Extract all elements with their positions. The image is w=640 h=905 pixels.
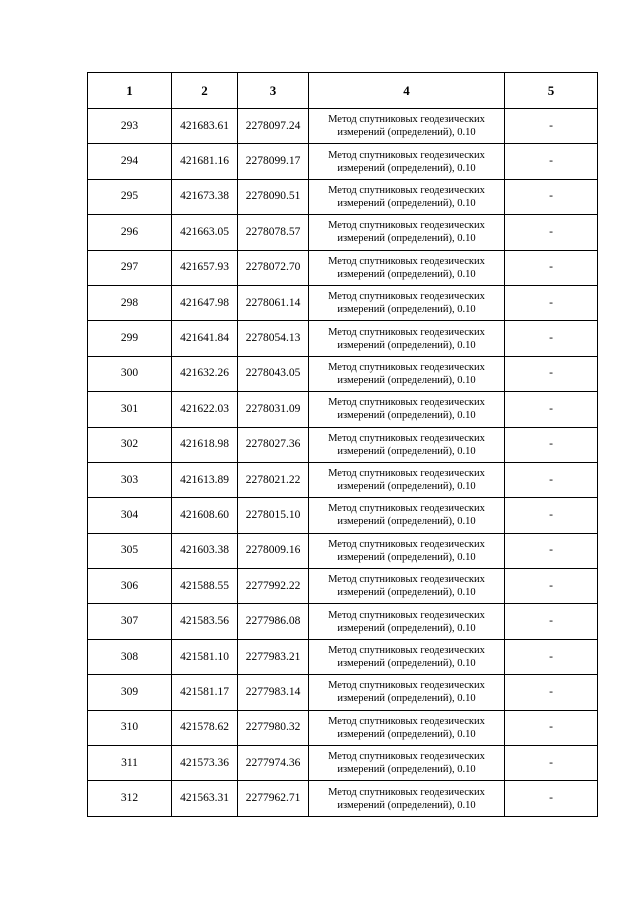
method-cell: Метод спутниковых геодезических измерений (определений), 0.10 bbox=[309, 356, 505, 391]
method-cell: Метод спутниковых геодезических измерений (определений), 0.10 bbox=[309, 746, 505, 781]
method-cell: Метод спутниковых геодезических измерений (определений), 0.10 bbox=[309, 569, 505, 604]
table-row bbox=[88, 462, 598, 497]
table-row bbox=[88, 356, 598, 391]
coord-y-cell: 2278031.09 bbox=[238, 392, 309, 427]
point-number-cell: 308 bbox=[88, 639, 172, 674]
coord-y-cell: 2278027.36 bbox=[238, 427, 309, 462]
note-cell: - bbox=[505, 498, 598, 533]
note-cell: - bbox=[505, 675, 598, 710]
coord-x-cell: 421578.62 bbox=[172, 710, 238, 745]
table-row bbox=[88, 604, 598, 639]
note-cell: - bbox=[505, 710, 598, 745]
header-col-3: 3 bbox=[238, 73, 309, 109]
coord-x-cell: 421613.89 bbox=[172, 462, 238, 497]
header-col-1: 1 bbox=[88, 73, 172, 109]
point-number-cell: 306 bbox=[88, 569, 172, 604]
table-body bbox=[88, 109, 598, 817]
point-number-cell: 309 bbox=[88, 675, 172, 710]
note-cell: - bbox=[505, 109, 598, 144]
method-cell: Метод спутниковых геодезических измерений (определений), 0.10 bbox=[309, 639, 505, 674]
coord-x-cell: 421663.05 bbox=[172, 215, 238, 250]
table-row bbox=[88, 639, 598, 674]
method-cell: Метод спутниковых геодезических измерений (определений), 0.10 bbox=[309, 781, 505, 816]
table-row bbox=[88, 179, 598, 214]
point-number-cell: 300 bbox=[88, 356, 172, 391]
coord-x-cell: 421622.03 bbox=[172, 392, 238, 427]
coord-x-cell: 421657.93 bbox=[172, 250, 238, 285]
method-cell: Метод спутниковых геодезических измерений (определений), 0.10 bbox=[309, 250, 505, 285]
coord-y-cell: 2278090.51 bbox=[238, 179, 309, 214]
table-row bbox=[88, 746, 598, 781]
coord-x-cell: 421681.16 bbox=[172, 144, 238, 179]
table-row bbox=[88, 427, 598, 462]
coord-x-cell: 421603.38 bbox=[172, 533, 238, 568]
method-cell: Метод спутниковых геодезических измерений (определений), 0.10 bbox=[309, 675, 505, 710]
point-number-cell: 302 bbox=[88, 427, 172, 462]
point-number-cell: 295 bbox=[88, 179, 172, 214]
note-cell: - bbox=[505, 533, 598, 568]
table-row bbox=[88, 392, 598, 427]
method-cell: Метод спутниковых геодезических измерений (определений), 0.10 bbox=[309, 392, 505, 427]
point-number-cell: 298 bbox=[88, 285, 172, 320]
coord-x-cell: 421618.98 bbox=[172, 427, 238, 462]
coord-y-cell: 2278015.10 bbox=[238, 498, 309, 533]
point-number-cell: 312 bbox=[88, 781, 172, 816]
table-row bbox=[88, 285, 598, 320]
note-cell: - bbox=[505, 639, 598, 674]
point-number-cell: 297 bbox=[88, 250, 172, 285]
table-header bbox=[88, 73, 598, 109]
coord-x-cell: 421573.36 bbox=[172, 746, 238, 781]
coord-y-cell: 2277974.36 bbox=[238, 746, 309, 781]
coord-x-cell: 421673.38 bbox=[172, 179, 238, 214]
table-row bbox=[88, 533, 598, 568]
note-cell: - bbox=[505, 781, 598, 816]
coord-y-cell: 2278072.70 bbox=[238, 250, 309, 285]
table-row bbox=[88, 321, 598, 356]
table-row bbox=[88, 710, 598, 745]
note-cell: - bbox=[505, 604, 598, 639]
point-number-cell: 296 bbox=[88, 215, 172, 250]
coord-y-cell: 2278078.57 bbox=[238, 215, 309, 250]
point-number-cell: 299 bbox=[88, 321, 172, 356]
coord-y-cell: 2278097.24 bbox=[238, 109, 309, 144]
point-number-cell: 304 bbox=[88, 498, 172, 533]
coord-x-cell: 421632.26 bbox=[172, 356, 238, 391]
method-cell: Метод спутниковых геодезических измерений (определений), 0.10 bbox=[309, 285, 505, 320]
coord-x-cell: 421641.84 bbox=[172, 321, 238, 356]
table-row bbox=[88, 250, 598, 285]
note-cell: - bbox=[505, 321, 598, 356]
point-number-cell: 293 bbox=[88, 109, 172, 144]
note-cell: - bbox=[505, 356, 598, 391]
coord-y-cell: 2277962.71 bbox=[238, 781, 309, 816]
point-number-cell: 307 bbox=[88, 604, 172, 639]
coord-y-cell: 2277980.32 bbox=[238, 710, 309, 745]
method-cell: Метод спутниковых геодезических измерений (определений), 0.10 bbox=[309, 427, 505, 462]
coord-x-cell: 421581.17 bbox=[172, 675, 238, 710]
note-cell: - bbox=[505, 392, 598, 427]
table-row bbox=[88, 675, 598, 710]
point-number-cell: 310 bbox=[88, 710, 172, 745]
header-col-4: 4 bbox=[309, 73, 505, 109]
method-cell: Метод спутниковых геодезических измерений (определений), 0.10 bbox=[309, 533, 505, 568]
coord-y-cell: 2277992.22 bbox=[238, 569, 309, 604]
method-cell: Метод спутниковых геодезических измерений (определений), 0.10 bbox=[309, 462, 505, 497]
coord-y-cell: 2277983.21 bbox=[238, 639, 309, 674]
coord-y-cell: 2278054.13 bbox=[238, 321, 309, 356]
coord-y-cell: 2278061.14 bbox=[238, 285, 309, 320]
header-col-5: 5 bbox=[505, 73, 598, 109]
coord-x-cell: 421583.56 bbox=[172, 604, 238, 639]
point-number-cell: 305 bbox=[88, 533, 172, 568]
method-cell: Метод спутниковых геодезических измерений (определений), 0.10 bbox=[309, 215, 505, 250]
method-cell: Метод спутниковых геодезических измерений (определений), 0.10 bbox=[309, 710, 505, 745]
note-cell: - bbox=[505, 144, 598, 179]
note-cell: - bbox=[505, 250, 598, 285]
note-cell: - bbox=[505, 427, 598, 462]
coord-y-cell: 2277983.14 bbox=[238, 675, 309, 710]
coord-y-cell: 2277986.08 bbox=[238, 604, 309, 639]
point-number-cell: 294 bbox=[88, 144, 172, 179]
coord-x-cell: 421581.10 bbox=[172, 639, 238, 674]
header-col-2: 2 bbox=[172, 73, 238, 109]
method-cell: Метод спутниковых геодезических измерений (определений), 0.10 bbox=[309, 604, 505, 639]
point-number-cell: 311 bbox=[88, 746, 172, 781]
note-cell: - bbox=[505, 746, 598, 781]
method-cell: Метод спутниковых геодезических измерений (определений), 0.10 bbox=[309, 109, 505, 144]
header-row bbox=[88, 73, 598, 109]
method-cell: Метод спутниковых геодезических измерений (определений), 0.10 bbox=[309, 498, 505, 533]
point-number-cell: 303 bbox=[88, 462, 172, 497]
coordinates-table bbox=[87, 72, 598, 817]
method-cell: Метод спутниковых геодезических измерений (определений), 0.10 bbox=[309, 321, 505, 356]
note-cell: - bbox=[505, 215, 598, 250]
table-row bbox=[88, 498, 598, 533]
coord-x-cell: 421608.60 bbox=[172, 498, 238, 533]
method-cell: Метод спутниковых геодезических измерений (определений), 0.10 bbox=[309, 144, 505, 179]
table-row bbox=[88, 781, 598, 816]
note-cell: - bbox=[505, 462, 598, 497]
table-row bbox=[88, 215, 598, 250]
table-row bbox=[88, 109, 598, 144]
table-row bbox=[88, 569, 598, 604]
coord-y-cell: 2278009.16 bbox=[238, 533, 309, 568]
coord-x-cell: 421683.61 bbox=[172, 109, 238, 144]
coord-y-cell: 2278099.17 bbox=[238, 144, 309, 179]
coord-x-cell: 421563.31 bbox=[172, 781, 238, 816]
method-cell: Метод спутниковых геодезических измерений (определений), 0.10 bbox=[309, 179, 505, 214]
coord-x-cell: 421647.98 bbox=[172, 285, 238, 320]
table-row bbox=[88, 144, 598, 179]
coord-y-cell: 2278043.05 bbox=[238, 356, 309, 391]
note-cell: - bbox=[505, 569, 598, 604]
coord-x-cell: 421588.55 bbox=[172, 569, 238, 604]
note-cell: - bbox=[505, 285, 598, 320]
note-cell: - bbox=[505, 179, 598, 214]
coord-y-cell: 2278021.22 bbox=[238, 462, 309, 497]
point-number-cell: 301 bbox=[88, 392, 172, 427]
